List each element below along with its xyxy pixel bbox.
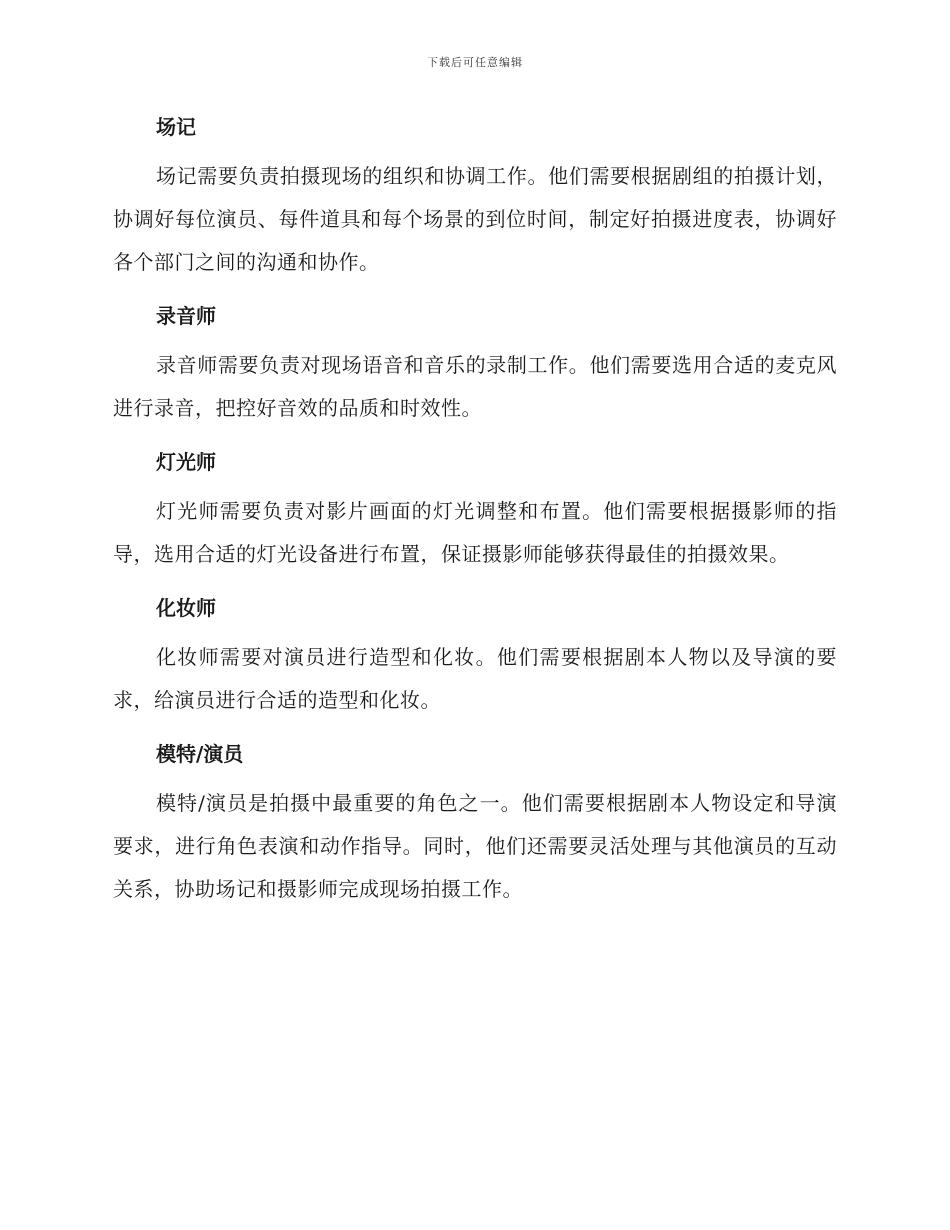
section-title: 录音师 <box>156 304 216 328</box>
document-body <box>113 109 837 925</box>
header-note: 下载后可任意编辑 <box>427 56 523 69</box>
section-title: 化妆师 <box>156 596 216 620</box>
section-sound-recordist <box>113 298 837 430</box>
section-paragraph: 灯光师需要负责对影片画面的灯光调整和布置。他们需要根据摄影师的指导，选用合适的灯光设备进行布置，保证摄影师能够获得最佳的拍摄效果。 <box>113 499 837 566</box>
section-makeup-artist <box>113 590 837 722</box>
section-lighting-technician <box>113 444 837 576</box>
section-title: 灯光师 <box>156 450 216 474</box>
section-script-supervisor <box>113 109 837 284</box>
section-paragraph: 模特/演员是拍摄中最重要的角色之一。他们需要根据剧本人物设定和导演要求，进行角色表演和动作指导。同时，他们还需要灵活处理与其他演员的互动关系，协助场记和摄影师完成现场拍摄工作。 <box>113 791 837 901</box>
section-model-actor <box>113 736 837 911</box>
section-paragraph: 场记需要负责拍摄现场的组织和协调工作。他们需要根据剧组的拍摄计划，协调好每位演员、每件道具和每个场景的到位时间，制定好拍摄进度表，协调好各个部门之间的沟通和协作。 <box>113 164 837 274</box>
section-title: 模特/演员 <box>156 742 244 766</box>
section-title: 场记 <box>156 115 196 139</box>
section-paragraph: 化妆师需要对演员进行造型和化妆。他们需要根据剧本人物以及导演的要求，给演员进行合适的造型和化妆。 <box>113 645 837 712</box>
section-paragraph: 录音师需要负责对现场语音和音乐的录制工作。他们需要选用合适的麦克风进行录音，把控好音效的品质和时效性。 <box>113 353 837 420</box>
